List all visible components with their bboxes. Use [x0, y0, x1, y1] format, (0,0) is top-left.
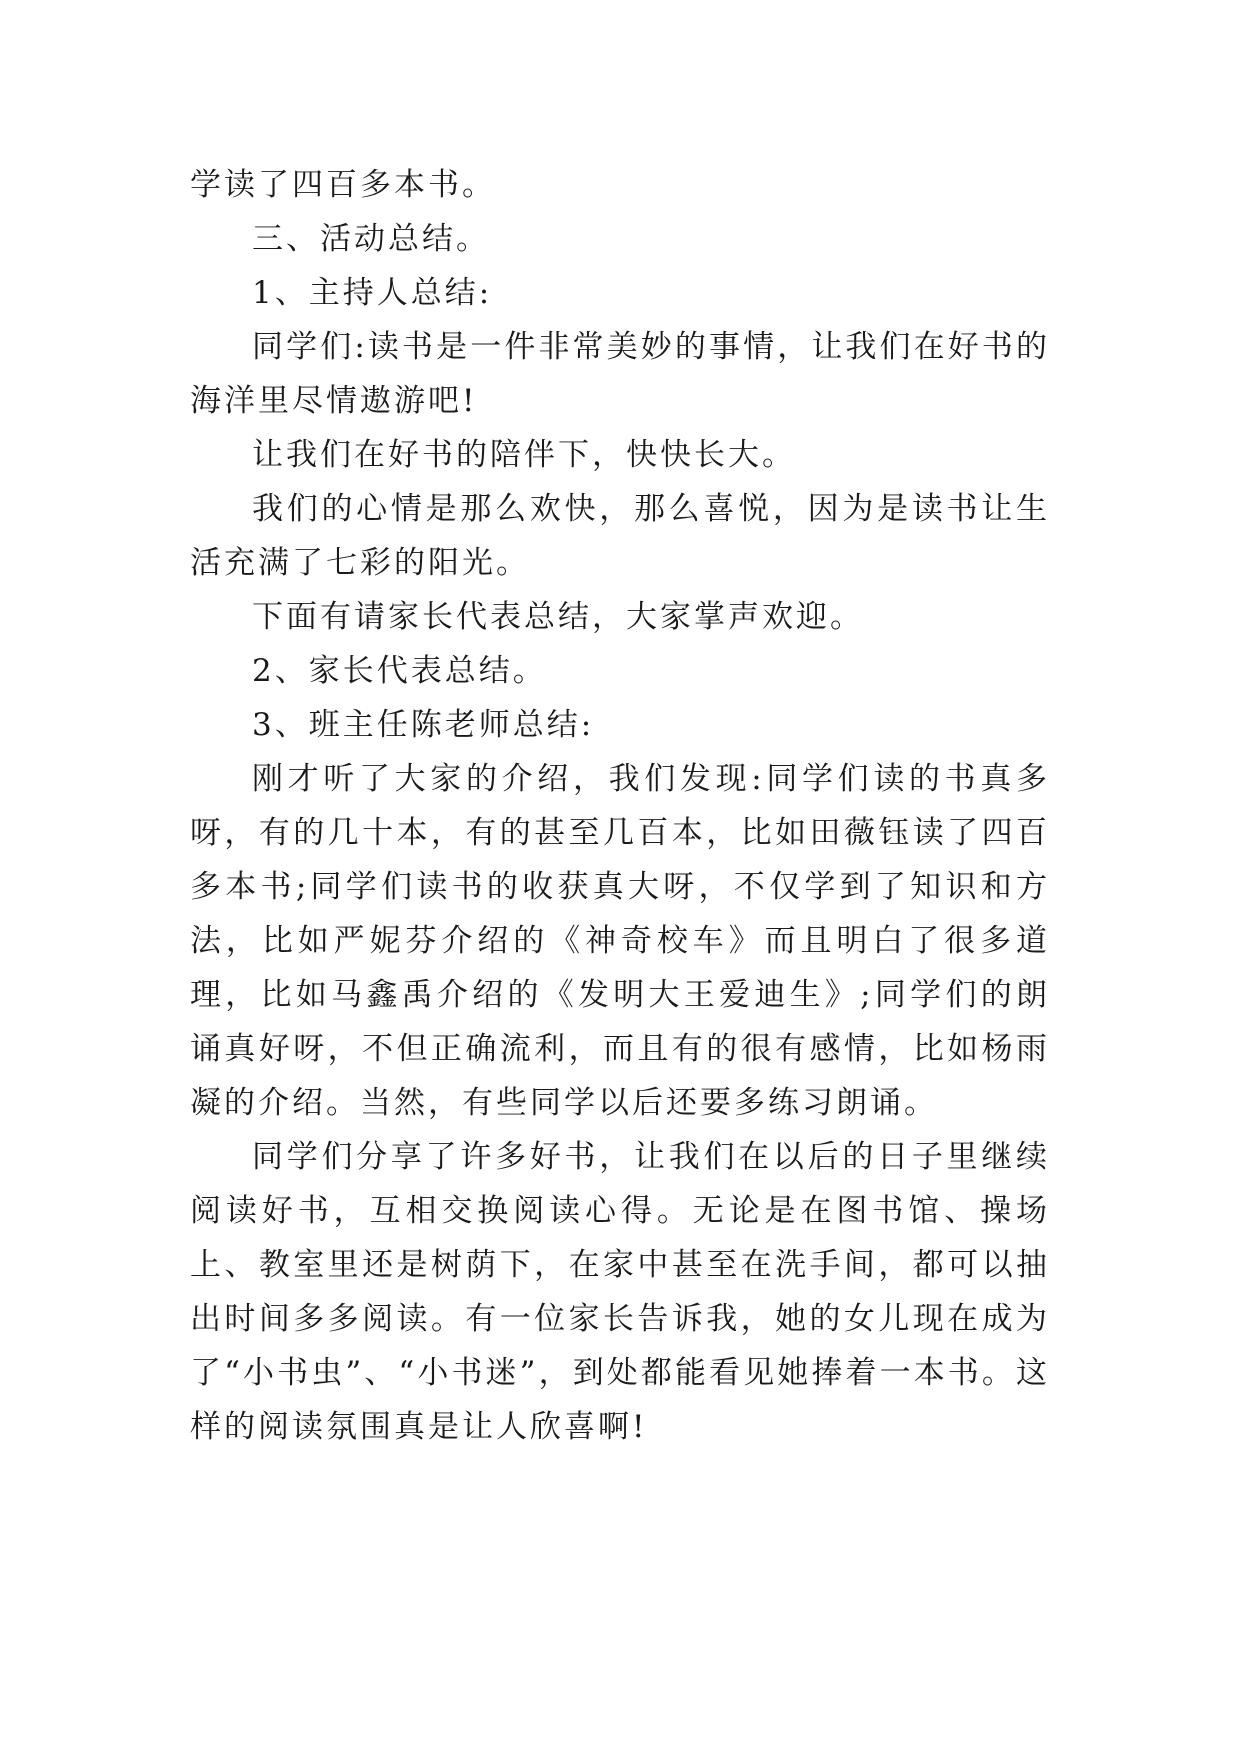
subheading-parent-summary: 2、家长代表总结。: [252, 653, 547, 689]
subheading-teacher-summary: 3、班主任陈老师总结:: [252, 707, 595, 743]
paragraph: 同学们:读书是一件非常美妙的事情，让我们在好书的海洋里尽情遨游吧!: [190, 329, 1050, 419]
paragraph: 我们的心情是那么欢快，那么喜悦，因为是读书让生活充满了七彩的阳光。: [190, 491, 1050, 581]
paragraph-continuation: 学读了四百多本书。: [190, 167, 496, 203]
subheading-host-summary: 1、主持人总结:: [252, 275, 493, 311]
paragraph: 让我们在好书的陪伴下，快快长大。: [252, 437, 796, 473]
document-body: [190, 158, 1050, 1454]
paragraph: 同学们分享了许多好书，让我们在以后的日子里继续阅读好书，互相交换阅读心得。无论是在图书馆、操场上、教室里还是树荫下，在家中甚至在洗手间，都可以抽出时间多多阅读。有一位家长告诉我，她的女儿现在成为了“小书虫”、“小书迷”，到处都能看见她捧着一本书。这样的阅读氛围真是让人欣喜啊!: [190, 1139, 1050, 1445]
paragraph: 下面有请家长代表总结，大家掌声欢迎。: [252, 599, 864, 635]
paragraph: 刚才听了大家的介绍，我们发现:同学们读的书真多呀，有的几十本，有的甚至几百本，比如田薇钰读了四百多本书;同学们读书的收获真大呀，不仅学到了知识和方法，比如严妮芬介绍的《神奇校车》而且明白了很多道理，比如马鑫禹介绍的《发明大王爱迪生》;同学们的朗诵真好呀，不但正确流利，而且有的很有感情，比如杨雨凝的介绍。当然，有些同学以后还要多练习朗诵。: [190, 761, 1050, 1121]
section-heading-activity-summary: 三、活动总结。: [252, 221, 490, 257]
